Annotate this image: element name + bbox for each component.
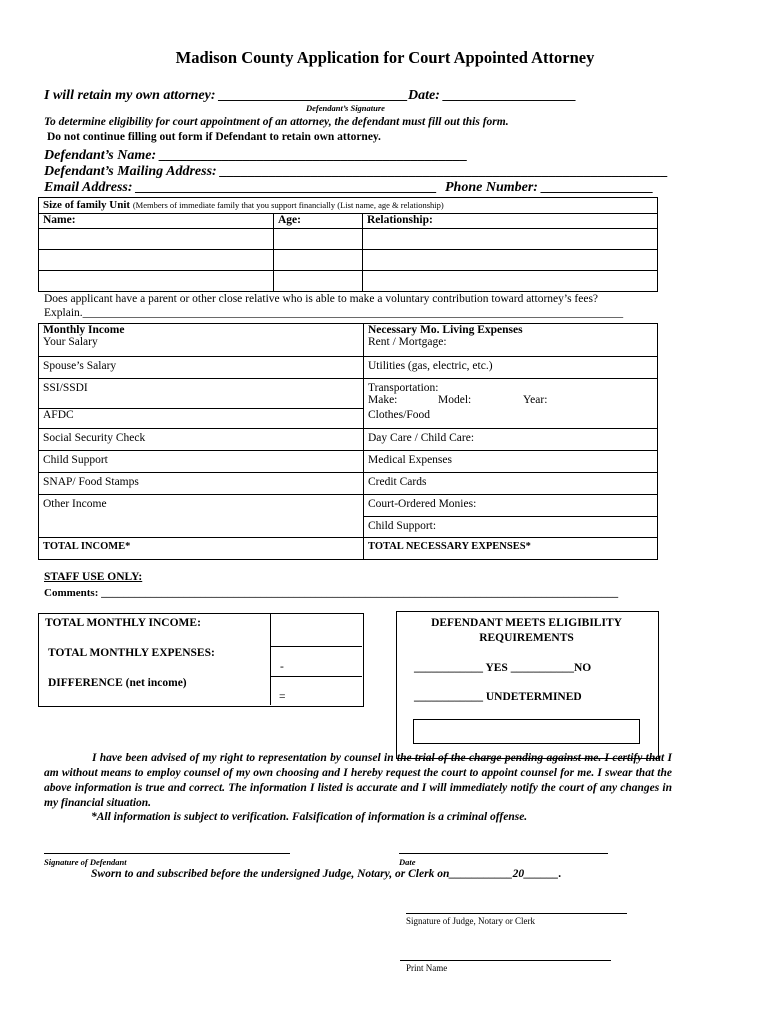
medical-label[interactable]: Medical Expenses — [364, 451, 658, 473]
defendant-name-field[interactable]: Defendant’s Name: ____________________________________________ — [44, 148, 468, 163]
expense-header: Necessary Mo. Living Expenses — [368, 324, 523, 336]
other-income-label[interactable]: Other Income — [39, 495, 364, 538]
judge-signature-line[interactable] — [406, 913, 627, 914]
child-support-expense-label[interactable]: Child Support: — [364, 516, 657, 537]
phone-field[interactable]: Phone Number: ________________ — [445, 180, 654, 195]
eligibility-title-2: REQUIREMENTS — [479, 632, 574, 644]
attestation-paragraph: I have been advised of my right to representation by counsel in the trial of the charge pending against me. I certify that I am without means to employ counsel of my own choosing and I hereby request the court to appoint counsel for me. I swear that the above information is true and correct. The information I listed is accurate and I will immediately notify the court of any changes in my financial situation. — [44, 752, 672, 809]
col-age: Age: — [274, 214, 363, 229]
year-label[interactable]: Year: — [523, 394, 548, 406]
instructions-line-1: To determine eligibility for court appointment of an attorney, the defendant must fill out this form. — [44, 116, 509, 128]
email-field[interactable]: Email Address: ___________________________________________ — [44, 180, 438, 195]
transportation-label[interactable]: Transportation: — [368, 382, 439, 394]
sworn-statement[interactable]: Sworn to and subscribed before the undersigned Judge, Notary, or Clerk on___________20______. — [91, 868, 562, 880]
total-income-label[interactable]: TOTAL INCOME* — [39, 538, 364, 560]
eligibility-entry-box[interactable] — [413, 719, 640, 744]
family-relationship-cell[interactable] — [363, 229, 658, 250]
income-header: Monthly Income — [43, 324, 125, 336]
family-name-cell[interactable] — [39, 229, 274, 250]
family-relationship-cell[interactable] — [363, 271, 658, 292]
total-expenses-label[interactable]: TOTAL NECESSARY EXPENSES* — [364, 538, 658, 560]
afdc-label[interactable]: AFDC — [39, 409, 364, 429]
family-age-cell[interactable] — [274, 229, 363, 250]
clothes-label[interactable]: Clothes/Food — [364, 409, 658, 429]
snap-label[interactable]: SNAP/ Food Stamps — [39, 473, 364, 495]
social-security-label[interactable]: Social Security Check — [39, 429, 364, 451]
staff-use-heading: STAFF USE ONLY: — [44, 571, 143, 583]
date-line[interactable] — [399, 853, 608, 854]
family-table — [38, 197, 658, 292]
instructions-line-2: Do not continue filling out form if Defendant to retain own attorney. — [47, 131, 381, 143]
equals-sign: = — [279, 691, 286, 703]
family-relationship-cell[interactable] — [363, 250, 658, 271]
court-ordered-label[interactable]: Court-Ordered Monies: — [368, 498, 477, 510]
family-name-cell[interactable] — [39, 271, 274, 292]
rent-label[interactable]: Rent / Mortgage: — [368, 336, 447, 348]
defendant-signature-line[interactable] — [44, 853, 290, 854]
defendant-signature-caption: Defendant’s Signature — [306, 103, 385, 113]
finance-table — [38, 323, 658, 560]
spouse-salary-label[interactable]: Spouse’s Salary — [39, 357, 364, 379]
family-age-cell[interactable] — [274, 250, 363, 271]
daycare-label[interactable]: Day Care / Child Care: — [364, 429, 658, 451]
relative-question: Does applicant have a parent or other close relative who is able to make a voluntary contribution toward attorney’s fees? — [44, 293, 599, 305]
col-name: Name: — [39, 214, 274, 229]
eligibility-undetermined[interactable]: ____________ UNDETERMINED — [414, 691, 582, 703]
staff-difference[interactable]: DIFFERENCE (net income) — [48, 677, 187, 689]
eligibility-title-1: DEFENDANT MEETS ELIGIBILITY — [431, 617, 622, 629]
eligibility-yes-no[interactable]: ____________ YES ___________NO — [414, 662, 592, 674]
verification-note: *All information is subject to verification. Falsification of information is a criminal offense. — [91, 811, 528, 823]
income-line — [270, 646, 362, 647]
print-name-line[interactable] — [400, 960, 611, 961]
retain-attorney-line[interactable]: I will retain my own attorney: ___________________________Date: ___________________ — [44, 88, 577, 103]
expenses-line — [270, 676, 362, 677]
family-name-cell[interactable] — [39, 250, 274, 271]
child-support-income-label[interactable]: Child Support — [39, 451, 364, 473]
minus-sign: - — [280, 661, 284, 673]
judge-signature-label: Signature of Judge, Notary or Clerk — [406, 916, 535, 926]
family-size-note: (Members of immediate family that you support financially (List name, age & relationship) — [132, 200, 444, 210]
print-name-label: Print Name — [406, 963, 448, 973]
model-label[interactable]: Model: — [438, 394, 472, 406]
defendant-signature-label: Signature of Defendant — [44, 857, 127, 867]
col-relationship: Relationship: — [363, 214, 658, 229]
staff-total-income[interactable]: TOTAL MONTHLY INCOME: — [45, 617, 201, 629]
totals-divider — [270, 613, 271, 705]
defendant-address-field[interactable]: Defendant’s Mailing Address: ________________________________________________________________ — [44, 164, 669, 179]
family-age-cell[interactable] — [274, 271, 363, 292]
your-salary-label[interactable]: Your Salary — [43, 336, 98, 348]
utilities-label[interactable]: Utilities (gas, electric, etc.) — [364, 357, 658, 379]
staff-total-expenses[interactable]: TOTAL MONTHLY EXPENSES: — [48, 647, 215, 659]
make-label[interactable]: Make: — [368, 394, 398, 406]
page-title: Madison County Application for Court Appointed Attorney — [175, 48, 595, 67]
staff-comments-field[interactable]: Comments: ______________________________________________________________________________________________ — [44, 587, 619, 599]
family-size-label: Size of family Unit — [43, 199, 131, 211]
relative-explain-field[interactable]: Explain.______________________________________________________________________________________________ — [44, 307, 624, 319]
ssi-label[interactable]: SSI/SSDI — [39, 379, 364, 409]
credit-cards-label[interactable]: Credit Cards — [364, 473, 658, 495]
family-table-header — [39, 198, 658, 214]
date-label: Date — [399, 857, 416, 867]
